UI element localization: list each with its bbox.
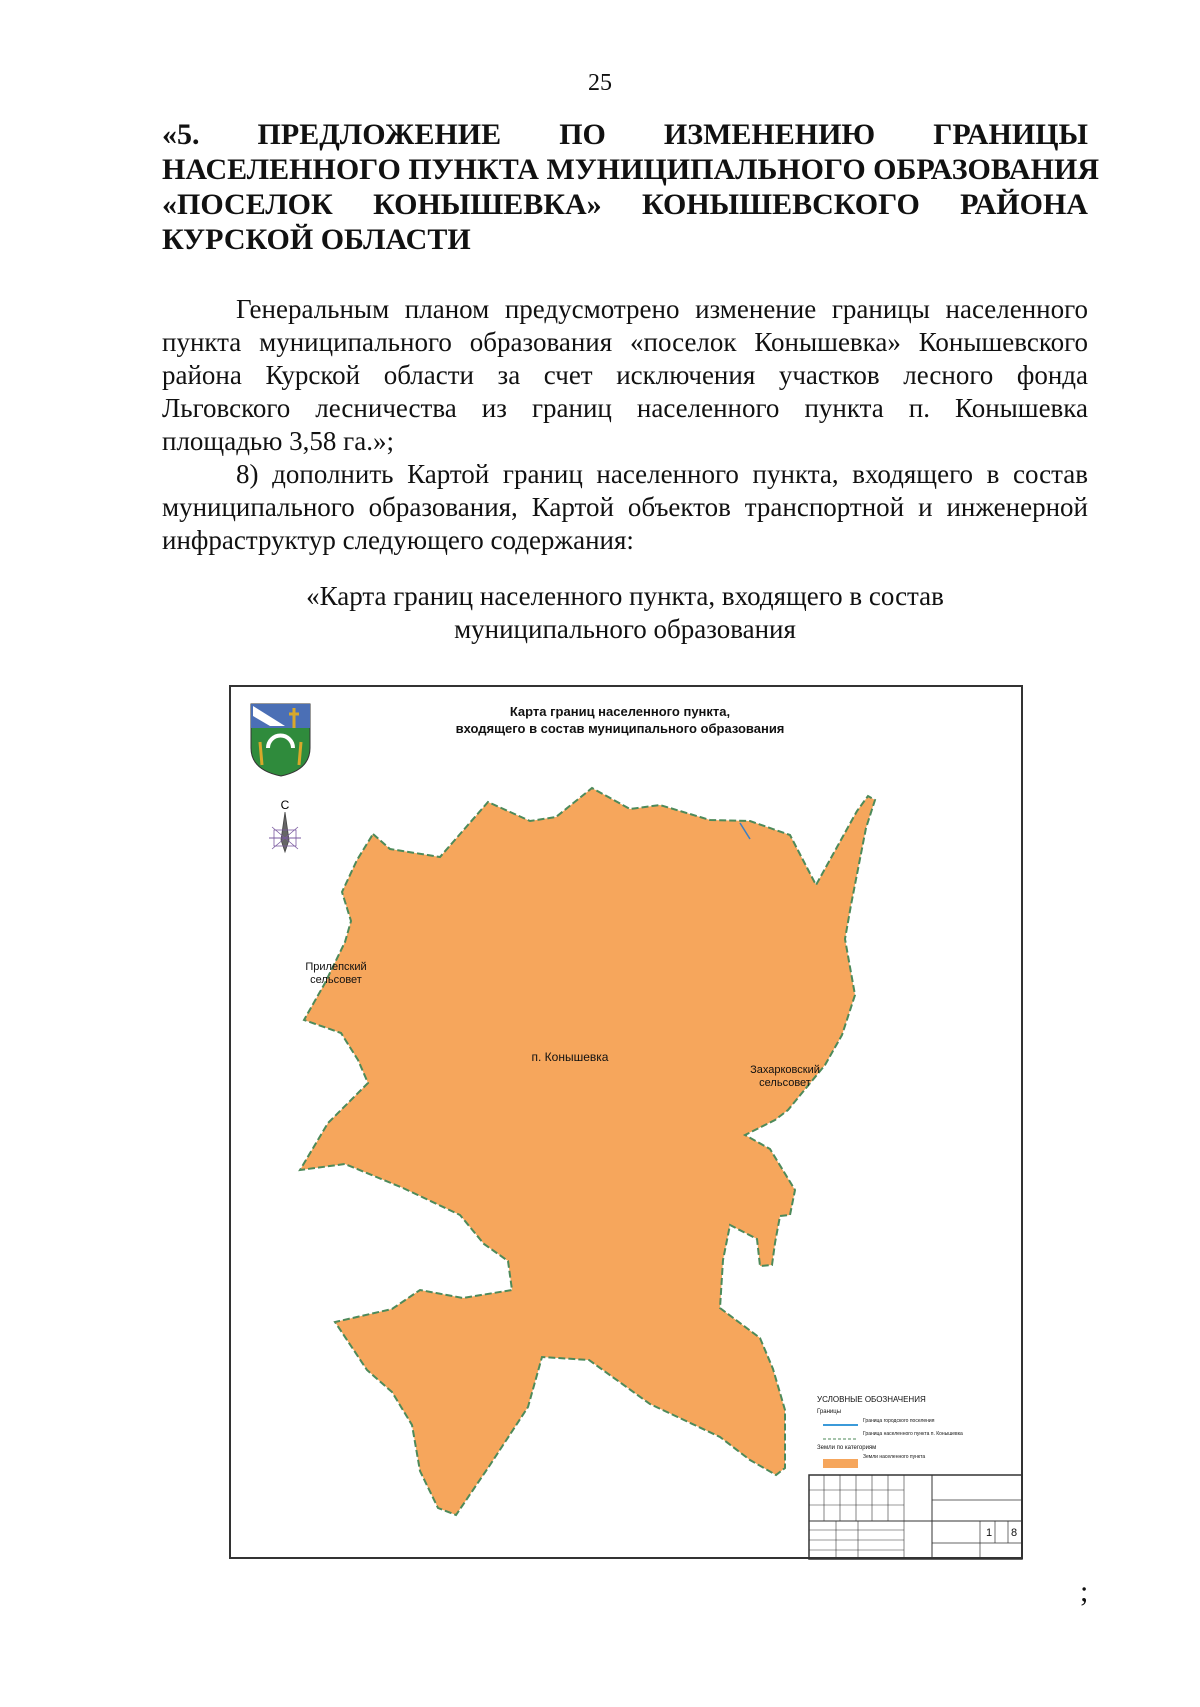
legend-item-label: Граница населенного пункта п. Конышевка (863, 1431, 963, 1437)
map-title-line: входящего в состав муниципального образования (455, 721, 785, 736)
heading-word: КОНЫШЕВСКОГО (642, 188, 920, 221)
text-line: Генеральным планом предусмотрено изменение границы населенного (236, 294, 1088, 324)
legend-title: УСЛОВНЫЕ ОБОЗНАЧЕНИЯ (817, 1395, 926, 1404)
text-line: Льговского лесничества из границ населенного пункта п. Конышевка (162, 393, 1088, 423)
label-zakharkovsky (740, 1064, 830, 1090)
heading-word: ПРЕДЛОЖЕНИЕ (257, 118, 502, 151)
page-number: 25 (588, 70, 612, 96)
heading-word: «5. (162, 118, 200, 151)
text-line: района Курской области за счет исключения участков лесного фонда (162, 360, 1088, 390)
text-line: площадью 3,58 га.»; (162, 426, 394, 456)
sheet-number: 1 (986, 1527, 993, 1539)
map-title-line: Карта границ населенного пункта, (509, 704, 731, 719)
label-line: Захарковский (750, 1064, 820, 1076)
title-block-stamp (809, 1475, 1022, 1559)
coat-of-arms-icon (251, 704, 310, 776)
text-line: пункта муниципального образования «поселок Конышевка» Конышевского (162, 327, 1088, 357)
legend-item-label: Земли населенного пункта (863, 1454, 926, 1460)
heading-word: ПО (559, 118, 606, 151)
trailing-semicolon: ; (1080, 1575, 1089, 1608)
legend-item (863, 1454, 1017, 1460)
label-line: сельсовет (310, 974, 362, 986)
heading-word: ИЗМЕНЕНИЮ (663, 118, 876, 151)
legend-item (863, 1418, 1017, 1424)
north-label: С (280, 798, 290, 812)
caption-line: «Карта границ населенного пункта, входящего в состав (306, 581, 944, 611)
label-prilepsky (296, 961, 376, 987)
heading-word: «ПОСЕЛОК (162, 188, 333, 221)
heading-word: КУРСКОЙ ОБЛАСТИ (162, 223, 471, 256)
map-title (440, 703, 800, 737)
legend-item (863, 1431, 1017, 1437)
heading-word: РАЙОНА (960, 188, 1088, 221)
text-line: 8) дополнить Картой границ населенного пункта, входящего в состав (236, 459, 1088, 489)
legend-section: Границы (817, 1409, 841, 1415)
label-settlement: п. Конышевка (531, 1050, 609, 1064)
heading-word: ГРАНИЦЫ (933, 118, 1088, 151)
caption-line: муниципального образования (454, 614, 796, 644)
label-line: Прилепский (305, 961, 367, 973)
settlement-area (300, 788, 875, 1515)
sheet-count: 8 (1011, 1527, 1018, 1539)
compass-rose-icon (269, 812, 301, 852)
heading-word: НАСЕЛЕННОГО ПУНКТА МУНИЦИПАЛЬНОГО ОБРАЗОВАНИЯ (162, 153, 1100, 186)
legend-item-label: Граница городского поселения (863, 1418, 935, 1424)
text-line: муниципального образования, Картой объектов транспортной и инженерной (162, 492, 1088, 522)
map-legend (817, 1395, 1017, 1463)
label-line: сельсовет (759, 1077, 811, 1089)
legend-section: Земли по категориям (817, 1445, 877, 1451)
heading-word: КОНЫШЕВКА» (373, 188, 602, 221)
text-line: инфраструктур следующего содержания: (162, 525, 634, 555)
